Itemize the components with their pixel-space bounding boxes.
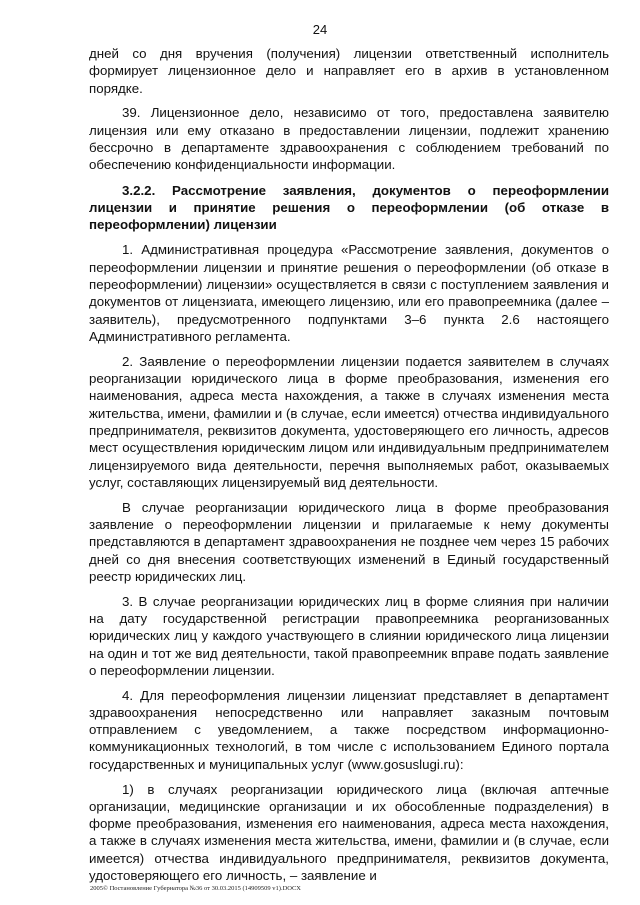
footer-filename: 2005© Постановление Губернатора №36 от 30.03.2015 (14909509 v1).DOCX [90,885,301,892]
section-heading: 3.2.2. Рассмотрение заявления, документов о переоформлении лицензии и принятие решения о переоформлении (об отказе в переоформлении) лицензии [89,182,609,233]
paragraph-continuation: дней со дня вручения (получения) лицензии ответственный исполнитель формирует лицензионное дело и направляет его в архив в установленном порядке. [89,46,609,96]
paragraph-1: 1. Административная процедура «Рассмотрение заявления, документов о переоформлении лицензии и принятие решения о переоформлении (об отказе в переоформлении) лицензии» осуществляется в связи с поступлением заявления и документов от лицензиата, имеющего лицензию, или его правопреемника (далее – заявитель), предусмотренного подпунктами 3–6 пункта 2.6 настоящего Административного регламента. [89,242,609,344]
paragraph-4: 4. Для переоформления лицензии лицензиат представляет в департамент здравоохранения непосредственно или направляет заказным почтовым отправлением с уведомлением, а также посредством информационно-коммуникационных технологий, в том числе с использованием Единого портала государственных и муниципальных услуг (www.gosuslugi.ru): [89,687,609,772]
paragraph-2: 2. Заявление о переоформлении лицензии подается заявителем в случаях реорганизации юридического лица в форме преобразования, изменения его наименования, адреса места нахождения, а также в случаях изменения места жительства, имени, фамилии и (в случае, если имеется) отчества индивидуального предпринимателя, реквизитов документа, удостоверяющего его личность, адресов мест осуществления юридическим лицом или индивидуальным предпринимателем лицензируемого вида деятельности, перечня выполняемых работ, оказываемых услуг, составляющих лицензируемый вид деятельности. [89,353,609,490]
page-number: 24 [312,22,328,37]
paragraph-3: 3. В случае реорганизации юридических лиц в форме слияния при наличии на дату государственной регистрации правопреемника реорганизованных юридических лиц у каждого участвующего в слиянии юридического лица лицензии на один и тот же вид деятельности, такой правопреемник вправе подать заявление о переоформлении лицензии. [89,593,609,678]
document-body [89,45,609,892]
paragraph-4-item-1: 1) в случаях реорганизации юридического лица (включая аптечные организации, медицинские организации и их обособленные подразделения) в форме преобразования, изменения его наименования, адреса места нахождения, а также в случаях изменения места жительства, имени, фамилии и (в случае, если имеется) отчества индивидуального предпринимателя, реквизитов документа, удостоверяющего его личность, – заявление и [89,781,609,884]
paragraph-reorganization: В случае реорганизации юридического лица в форме преобразования заявление о переоформлении лицензии и прилагаемые к нему документы представляются в департамент здравоохранения не позднее чем через 15 рабочих дней со дня внесения соответствующих изменений в Единый государственный реестр юридических лиц. [89,499,609,584]
paragraph-39: 39. Лицензионное дело, независимо от того, предоставлена заявителю лицензия или ему отказано в предоставлении лицензии, подлежит хранению бессрочно в департаменте здравоохранения с соблюдением требований по обеспечению конфиденциальности информации. [89,105,609,173]
